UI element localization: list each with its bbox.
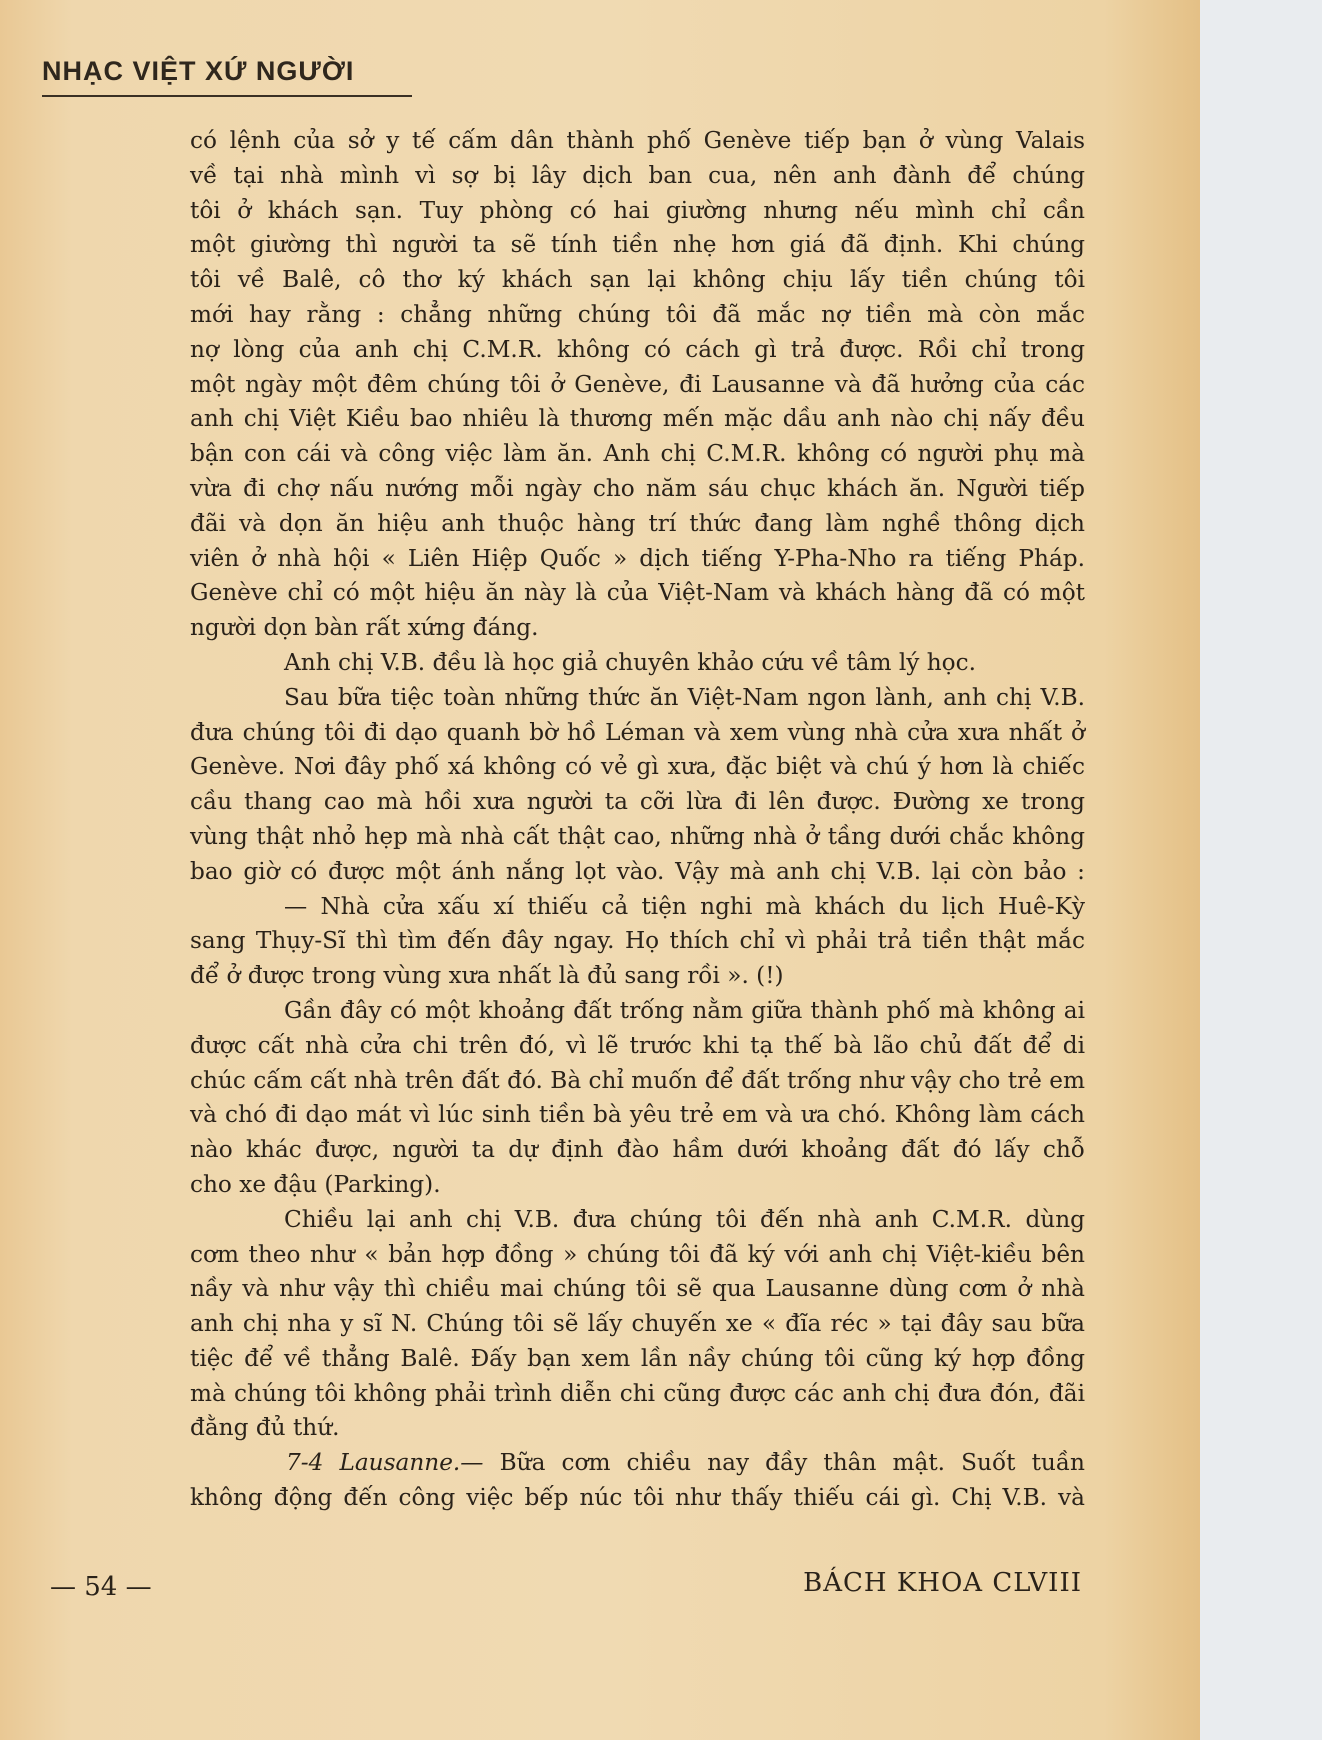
text-line: người dọn bàn rất xứng đáng.	[190, 614, 539, 642]
text-line: cơm theo như « bản hợp đồng » chúng tôi đã ký với anh chị Việt-kiều bên	[190, 1240, 1085, 1268]
text-line: nầy và như vậy thì chiều mai chúng tôi sẽ qua Lausanne dùng cơm ở nhà	[190, 1275, 1085, 1303]
text-line: không động đến công việc bếp núc tôi như thấy thiếu cái gì. Chị V.B. và	[190, 1484, 1085, 1512]
text-line: vừa đi chợ nấu nướng mỗi ngày cho năm sáu chục khách ăn. Người tiếp	[190, 474, 1085, 502]
text-line: Anh chị V.B. đều là học giả chuyên khảo cứu về tâm lý học.	[284, 648, 976, 676]
text-line: một giường thì người ta sẽ tính tiền nhẹ hơn giá đã định. Khi chúng	[190, 231, 1085, 259]
text-line-rest: Bữa cơm chiều nay đầy thân mật. Suốt tuần	[499, 1449, 1085, 1477]
text-line: có lệnh của sở y tế cấm dân thành phố Genève tiếp bạn ở vùng Valais	[190, 127, 1085, 154]
text-line: chúc cấm cất nhà trên đất đó. Bà chỉ muốn để đất trống như vậy cho trẻ em	[190, 1066, 1085, 1094]
text-line: sang Thụy-Sĩ thì tìm đến đây ngay. Họ thích chỉ vì phải trả tiền thật mắc	[190, 927, 1085, 955]
text-line: cho xe đậu (Parking).	[190, 1170, 441, 1198]
text-line: nợ lòng của anh chị C.M.R. không có cách gì trả được. Rồi chỉ trong	[190, 335, 1085, 363]
text-line: — Nhà cửa xấu xí thiếu cả tiện nghi mà khách du lịch Huê-Kỳ	[284, 892, 1085, 920]
text-line: tôi về Balê, cô thơ ký khách sạn lại không chịu lấy tiền chúng tôi	[190, 266, 1085, 294]
text-line: tôi ở khách sạn. Tuy phòng có hai giường nhưng nếu mình chỉ cần	[190, 196, 1085, 224]
page-number: — 54 —	[50, 1572, 152, 1602]
text-line: tiệc để về thẳng Balê. Đấy bạn xem lần nầy chúng tôi cũng ký hợp đồng	[190, 1344, 1085, 1372]
text-line: Sau bữa tiệc toàn những thức ăn Việt-Nam ngon lành, anh chị V.B.	[284, 683, 1085, 711]
text-line: Chiều lại anh chị V.B. đưa chúng tôi đến nhà anh C.M.R. dùng	[284, 1205, 1085, 1233]
text-line: đằng đủ thứ.	[190, 1414, 340, 1442]
magazine-issue: BÁCH KHOA CLVIII	[803, 1568, 1082, 1598]
running-header: NHẠC VIỆT XỨ NGƯỜI	[42, 56, 355, 86]
text-line: bao giờ có được một ánh nắng lọt vào. Vậy mà anh chị V.B. lại còn bảo :	[190, 857, 1085, 885]
text-line: mới hay rằng : chẳng những chúng tôi đã mắc nợ tiền mà còn mắc	[190, 300, 1085, 328]
text-line: viên ở nhà hội « Liên Hiệp Quốc » dịch tiếng Y-Pha-Nho ra tiếng Pháp.	[190, 544, 1085, 572]
text-line: được cất nhà cửa chi trên đó, vì lẽ trước khi tạ thế bà lão chủ đất để di	[190, 1031, 1085, 1059]
text-line: về tại nhà mình vì sợ bị lây dịch ban cua, nên anh đành để chúng	[190, 161, 1085, 189]
text-line: đãi và dọn ăn hiệu anh thuộc hàng trí thức đang làm nghề thông dịch	[190, 509, 1085, 537]
text-line: anh chị Việt Kiều bao nhiêu là thương mến mặc dầu anh nào chị nấy đều	[190, 405, 1085, 433]
text-line: đưa chúng tôi đi dạo quanh bờ hồ Léman và xem vùng nhà cửa xưa nhất ở	[190, 718, 1085, 746]
header-underline	[42, 95, 412, 97]
text-line: Genève. Nơi đây phố xá không có vẻ gì xưa, đặc biệt và chú ý hơn là chiếc	[190, 753, 1085, 781]
text-line: vùng thật nhỏ hẹp mà nhà cất thật cao, những nhà ở tầng dưới chắc không	[190, 822, 1085, 850]
text-line: bận con cái và công việc làm ăn. Anh chị C.M.R. không có người phụ mà	[190, 440, 1085, 468]
text-line	[190, 1446, 1085, 1481]
text-line: nào khác được, người ta dự định đào hầm dưới khoảng đất đó lấy chỗ	[190, 1136, 1085, 1164]
text-line: cầu thang cao mà hồi xưa người ta cỡi lừa đi lên được. Đường xe trong	[190, 788, 1085, 816]
text-line: để ở được trong vùng xưa nhất là đủ sang rồi ». (!)	[190, 962, 784, 990]
text-line: anh chị nha y sĩ N. Chúng tôi sẽ lấy chuyến xe « đĩa réc » tại đây sau bữa	[190, 1310, 1085, 1338]
text-line: Genève chỉ có một hiệu ăn này là của Việt-Nam và khách hàng đã có một	[190, 579, 1085, 607]
text-line: mà chúng tôi không phải trình diễn chi cũng được các anh chị đưa đón, đãi	[190, 1379, 1085, 1407]
place-date-label: 7-4 Lausanne.—	[286, 1449, 484, 1477]
text-line: Gần đây có một khoảng đất trống nằm giữa thành phố mà không ai	[284, 996, 1085, 1024]
text-line: và chó đi dạo mát vì lúc sinh tiền bà yêu trẻ em và ưa chó. Không làm cách	[190, 1101, 1085, 1129]
article-body	[190, 124, 1085, 1516]
text-line: một ngày một đêm chúng tôi ở Genève, đi Lausanne và đã hưởng của các	[190, 370, 1085, 398]
